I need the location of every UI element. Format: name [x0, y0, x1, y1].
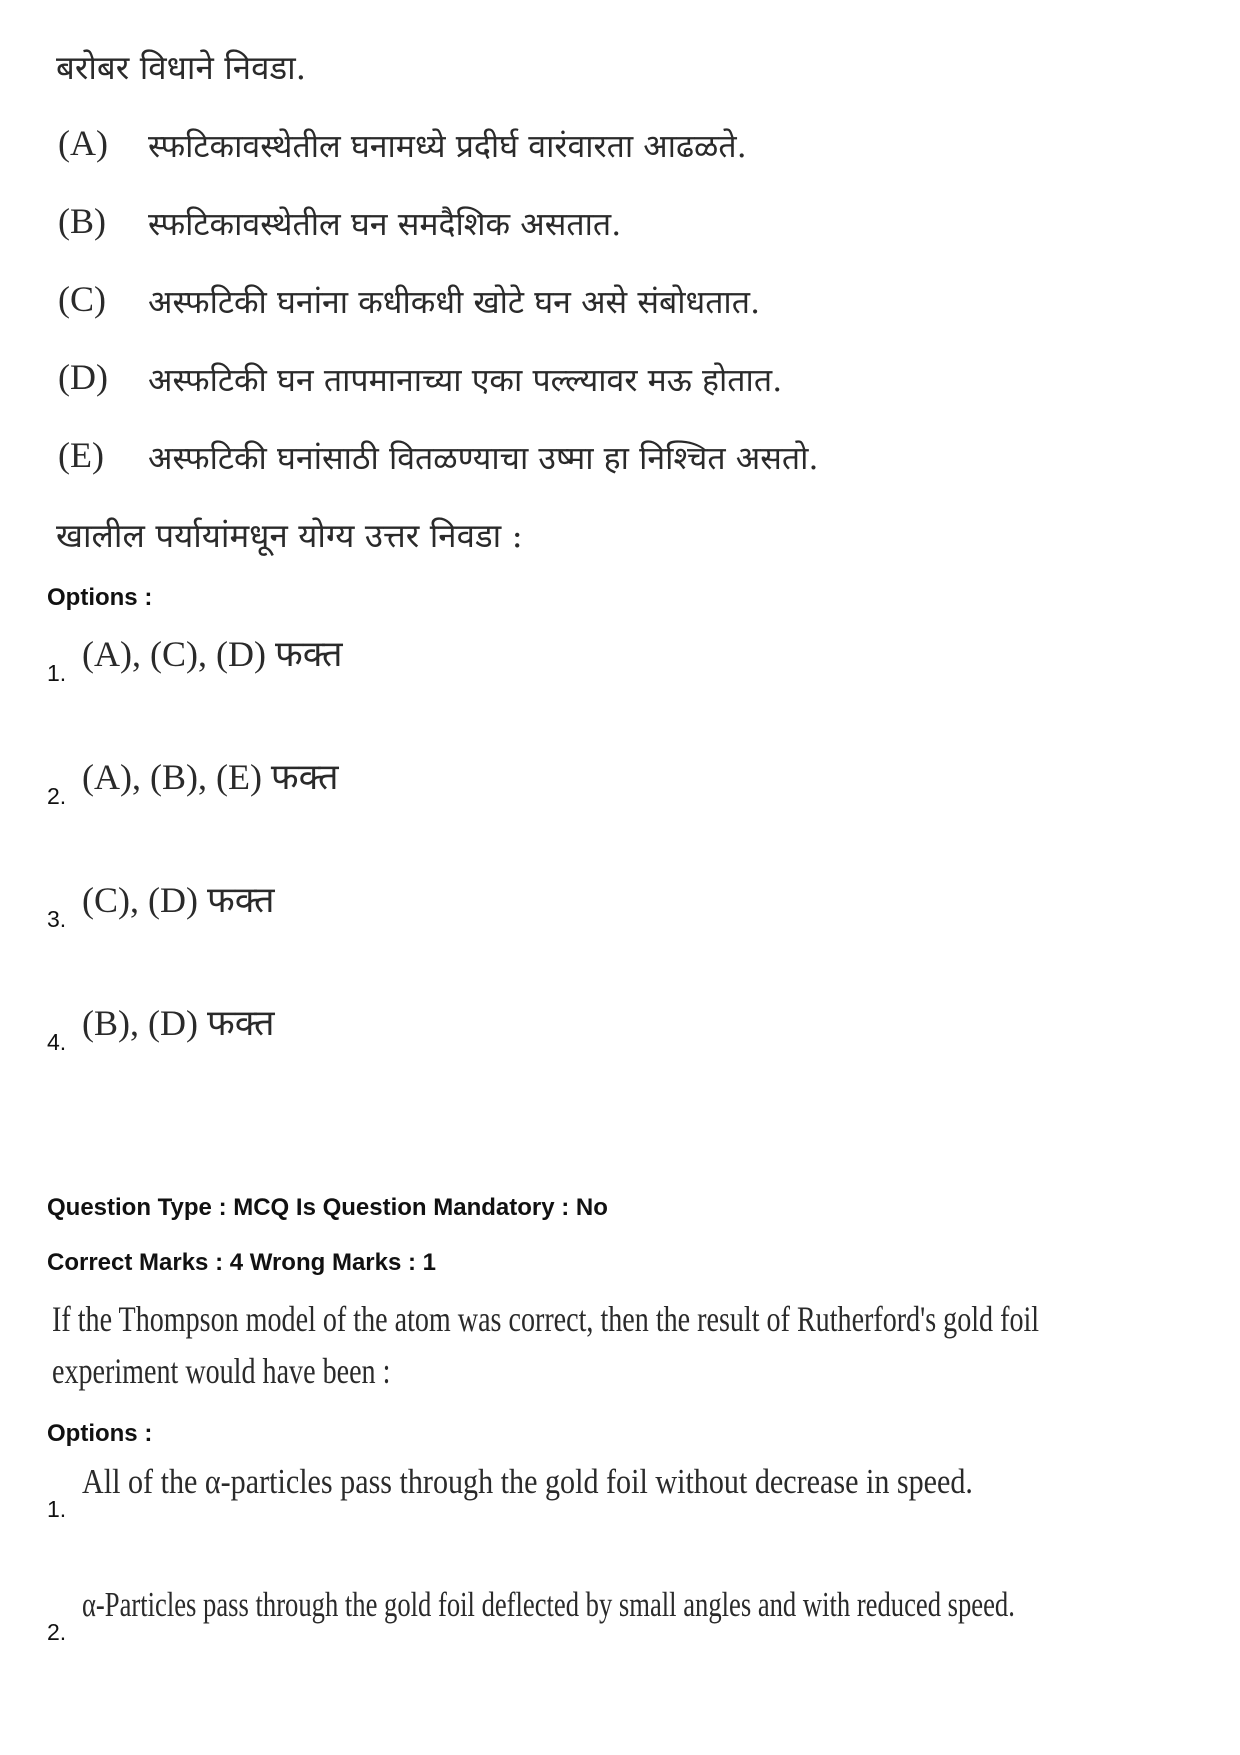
option-number-4: 4.	[47, 1029, 67, 1055]
option-3[interactable]: (C), (D) फक्त	[82, 880, 275, 920]
option-2[interactable]: (A), (B), (E) फक्त	[82, 757, 339, 797]
options-label-2: Options :	[47, 1420, 153, 1447]
q2-option-2[interactable]: α-Particles pass through the gold foil deflected by small angles and with reduced speed.	[82, 1585, 1015, 1624]
option-number-3: 3.	[47, 906, 67, 932]
question-prompt: बरोबर विधाने निवडा.	[56, 48, 307, 87]
statement-a: स्फटिकावस्थेतील घनामध्ये प्रदीर्घ वारंवारता आढळते.	[148, 127, 747, 165]
marks-line: Correct Marks : 4 Wrong Marks : 1	[47, 1249, 437, 1276]
q2-option-1[interactable]: All of the α-particles pass through the gold foil without decrease in speed.	[82, 1462, 973, 1501]
statement-tag-d: (D)	[58, 357, 108, 397]
statement-tag-b: (B)	[58, 201, 106, 241]
statement-e: अस्फटिकी घनांसाठी वितळण्याचा उष्मा हा निश्चित असतो.	[148, 439, 819, 477]
option-number-2: 2.	[47, 783, 67, 809]
statement-b: स्फटिकावस्थेतील घन समदैशिक असतात.	[148, 205, 622, 243]
q2-option-number-2: 2.	[47, 1619, 67, 1645]
question-type-line: Question Type : MCQ Is Question Mandatory : No	[47, 1194, 608, 1221]
statement-tag-a: (A)	[58, 123, 108, 163]
options-label: Options :	[47, 584, 153, 611]
question-text-line-1: If the Thompson model of the atom was correct, then the result of Rutherford's gold foil	[52, 1299, 1040, 1339]
statement-c: अस्फटिकी घनांना कधीकधी खोटे घन असे संबोधतात.	[148, 283, 761, 321]
statement-tag-e: (E)	[58, 435, 104, 475]
question-text-line-2: experiment would have been :	[52, 1351, 391, 1391]
question-instruction: खालील पर्यायांमधून योग्य उत्तर निवडा :	[56, 516, 523, 555]
option-1[interactable]: (A), (C), (D) फक्त	[82, 634, 343, 674]
q2-option-number-1: 1.	[47, 1496, 67, 1522]
statement-tag-c: (C)	[58, 279, 106, 319]
statement-d: अस्फटिकी घन तापमानाच्या एका पल्ल्यावर मऊ होतात.	[148, 361, 783, 399]
option-number-1: 1.	[47, 660, 67, 686]
option-4[interactable]: (B), (D) फक्त	[82, 1003, 275, 1043]
